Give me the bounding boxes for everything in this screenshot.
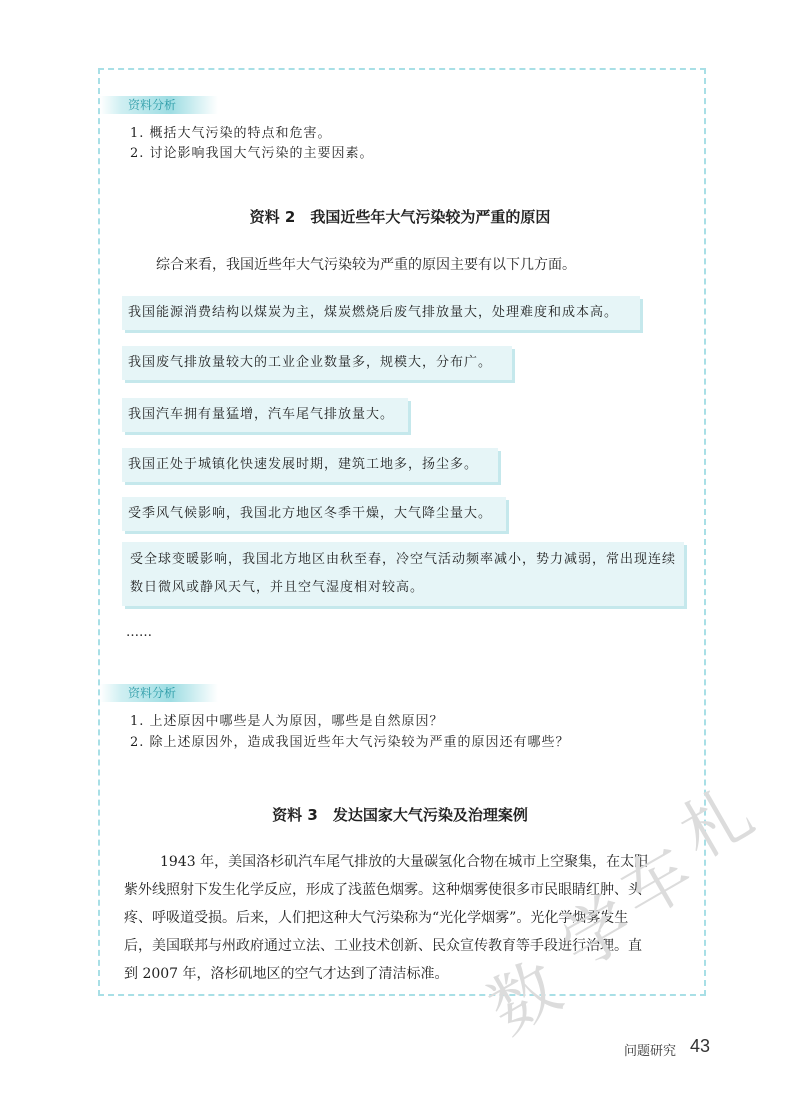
question-item: 2. 除上述原因外，造成我国近些年大气污染较为严重的原因还有哪些？	[130, 735, 570, 750]
reason-box: 我国废气排放量较大的工业企业数量多，规模大，分布广。	[122, 346, 512, 380]
section-title: 资料 2 我国近些年大气污染较为严重的原因	[249, 208, 551, 226]
watermark-char: 札	[667, 772, 767, 875]
reason-box: 我国正处于城镇化快速发展时期，建筑工地多，扬尘多。	[122, 448, 498, 482]
reason-box: 受季风气候影响，我国北方地区冬季干燥，大气降尘量大。	[122, 497, 506, 531]
section-title: 资料 3 发达国家大气污染及治理案例	[272, 806, 528, 824]
case-paragraph-line: 紫外线照射下发生化学反应，形成了浅蓝色烟雾。这种烟雾使很多市民眼睛红肿、头	[124, 882, 642, 898]
analysis-tag: 资料分析	[100, 96, 218, 114]
question-item: 1. 上述原因中哪些是人为原因，哪些是自然原因？	[130, 714, 444, 729]
case-paragraph-line: 后，美国联邦与州政府通过立法、工业技术创新、民众宣传教育等手段进行治理。直	[124, 938, 642, 954]
footer-section-label: 问题研究	[624, 1044, 677, 1059]
question-item: 1. 概括大气污染的特点和危害。	[130, 126, 332, 141]
watermark-char: 学	[547, 882, 647, 985]
ellipsis: ……	[126, 625, 152, 640]
watermark-char: 数	[475, 947, 575, 1050]
analysis-tag: 资料分析	[100, 684, 218, 702]
case-paragraph-line: 疼、呼吸道受损。后来，人们把这种大气污染称为“光化学烟雾”。光化学烟雾发生	[124, 910, 629, 926]
reason-box: 我国能源消费结构以煤炭为主，煤炭燃烧后废气排放量大，处理难度和成本高。	[122, 296, 640, 330]
case-paragraph-line: 到 2007 年，洛杉矶地区的空气才达到了清洁标准。	[124, 966, 449, 982]
reason-box: 我国汽车拥有量猛增，汽车尾气排放量大。	[122, 398, 408, 432]
reason-box: 受全球变暖影响，我国北方地区由秋至春，冷空气活动频率减小，势力减弱，常出现连续数日微风或静风天气，并且空气湿度相对较高。	[122, 542, 684, 606]
case-paragraph-line: 1943 年，美国洛杉矶汽车尾气排放的大量碳氢化合物在城市上空聚集，在太阳	[160, 854, 649, 870]
intro-paragraph: 综合来看，我国近些年大气污染较为严重的原因主要有以下几方面。	[156, 257, 576, 273]
page-number: 43	[690, 1036, 711, 1056]
question-item: 2. 讨论影响我国大气污染的主要因素。	[130, 146, 374, 161]
watermark-char: 车	[607, 832, 707, 935]
